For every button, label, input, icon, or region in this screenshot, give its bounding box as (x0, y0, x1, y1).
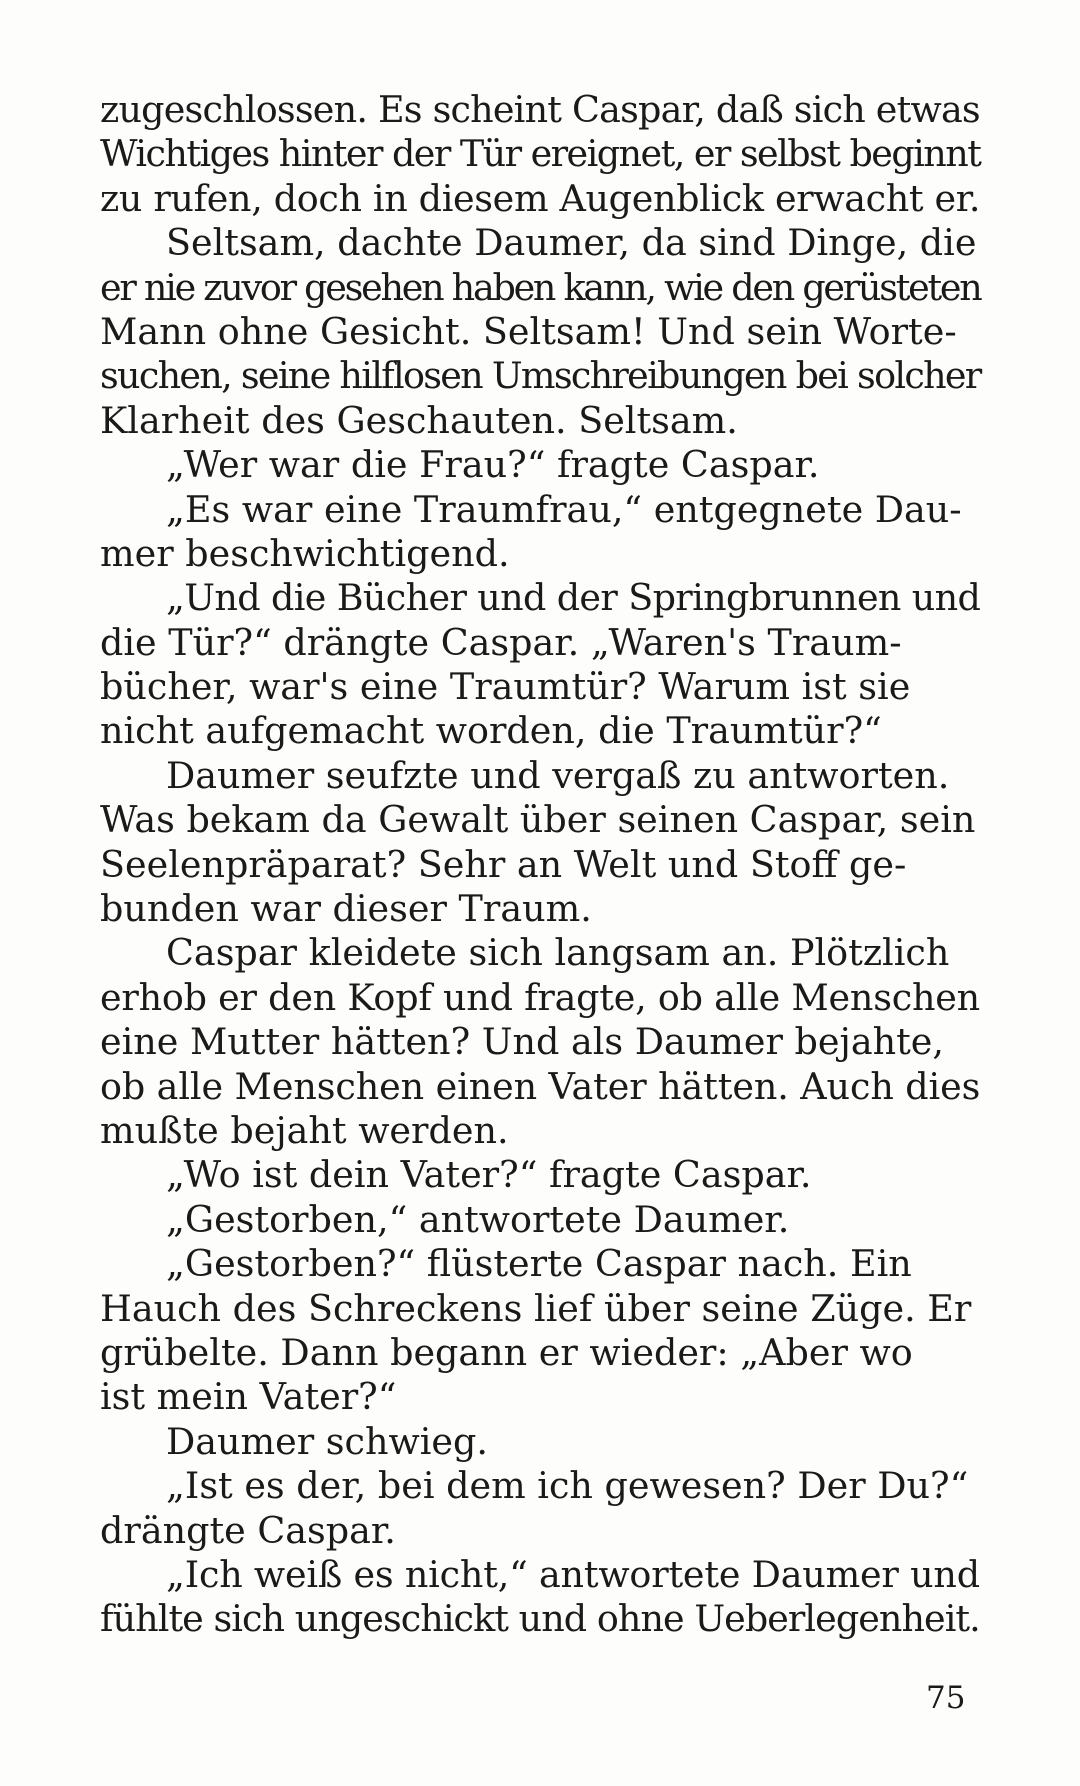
text-line: Seltsam, dachte Daumer, da sind Dinge, die (166, 221, 977, 265)
text-line: Was bekam da Gewalt über seinen Caspar, sein (100, 798, 976, 842)
text-line: fühlte sich ungeschickt und ohne Ueberlegenheit. (100, 1597, 980, 1641)
text-line: Daumer schwieg. (166, 1419, 488, 1463)
text-line: „Wer war die Frau?“ fragte Caspar. (166, 443, 820, 487)
text-line: bunden war dieser Traum. (100, 887, 592, 931)
text-line: „Gestorben,“ antwortete Daumer. (166, 1197, 790, 1241)
text-line: drängte Caspar. (100, 1508, 396, 1552)
text-line: nicht aufgemacht worden, die Traumtür?“ (100, 709, 882, 753)
text-line: die Tür?“ drängte Caspar. „Waren's Traum- (100, 620, 902, 664)
body-text (100, 88, 980, 1642)
text-line: Mann ohne Gesicht. Seltsam! Und sein Worte- (100, 309, 957, 353)
text-line: er nie zuvor gesehen haben kann, wie den gerüsteten (100, 265, 981, 309)
text-line: grübelte. Dann begann er wieder: „Aber wo (100, 1330, 913, 1374)
text-line: Wichtiges hinter der Tür ereignet, er selbst beginnt (100, 132, 981, 176)
text-line: „Ist es der, bei dem ich gewesen? Der Du?“ (166, 1464, 969, 1508)
page-number: 75 (926, 1680, 966, 1716)
text-line: zugeschlossen. Es scheint Caspar, daß sich etwas (100, 88, 980, 131)
text-line: „Ich weiß es nicht,“ antwortete Daumer und (166, 1552, 980, 1596)
text-line: bücher, war's eine Traumtür? Warum ist sie (100, 665, 911, 709)
text-line: mußte bejaht werden. (100, 1108, 509, 1152)
text-line: Klarheit des Geschauten. Seltsam. (100, 398, 738, 442)
text-line: Seelenpräparat? Sehr an Welt und Stoff ge- (100, 842, 907, 886)
text-line: eine Mutter hätten? Und als Daumer bejahte, (100, 1020, 944, 1064)
text-line: Daumer seufzte und vergaß zu antworten. (166, 753, 950, 797)
text-line: zu rufen, doch in diesem Augenblick erwacht er. (100, 176, 981, 220)
text-line: erhob er den Kopf und fragte, ob alle Menschen (100, 975, 980, 1019)
text-line: Hauch des Schreckens lief über seine Züge. Er (100, 1286, 972, 1330)
text-line: „Es war eine Traumfrau,“ entgegnete Dau- (166, 487, 962, 531)
text-line: „Und die Bücher und der Springbrunnen und (166, 576, 981, 620)
text-line: mer beschwichtigend. (100, 531, 510, 575)
text-line: Caspar kleidete sich langsam an. Plötzlich (166, 931, 950, 975)
text-line: „Gestorben?“ flüsterte Caspar nach. Ein (166, 1242, 912, 1286)
text-line: suchen, seine hilflosen Umschreibungen bei solcher (100, 354, 981, 398)
text-line: ist mein Vater?“ (100, 1375, 397, 1419)
text-line: ob alle Menschen einen Vater hätten. Auch dies (100, 1064, 981, 1108)
text-line: „Wo ist dein Vater?“ fragte Caspar. (166, 1153, 812, 1197)
